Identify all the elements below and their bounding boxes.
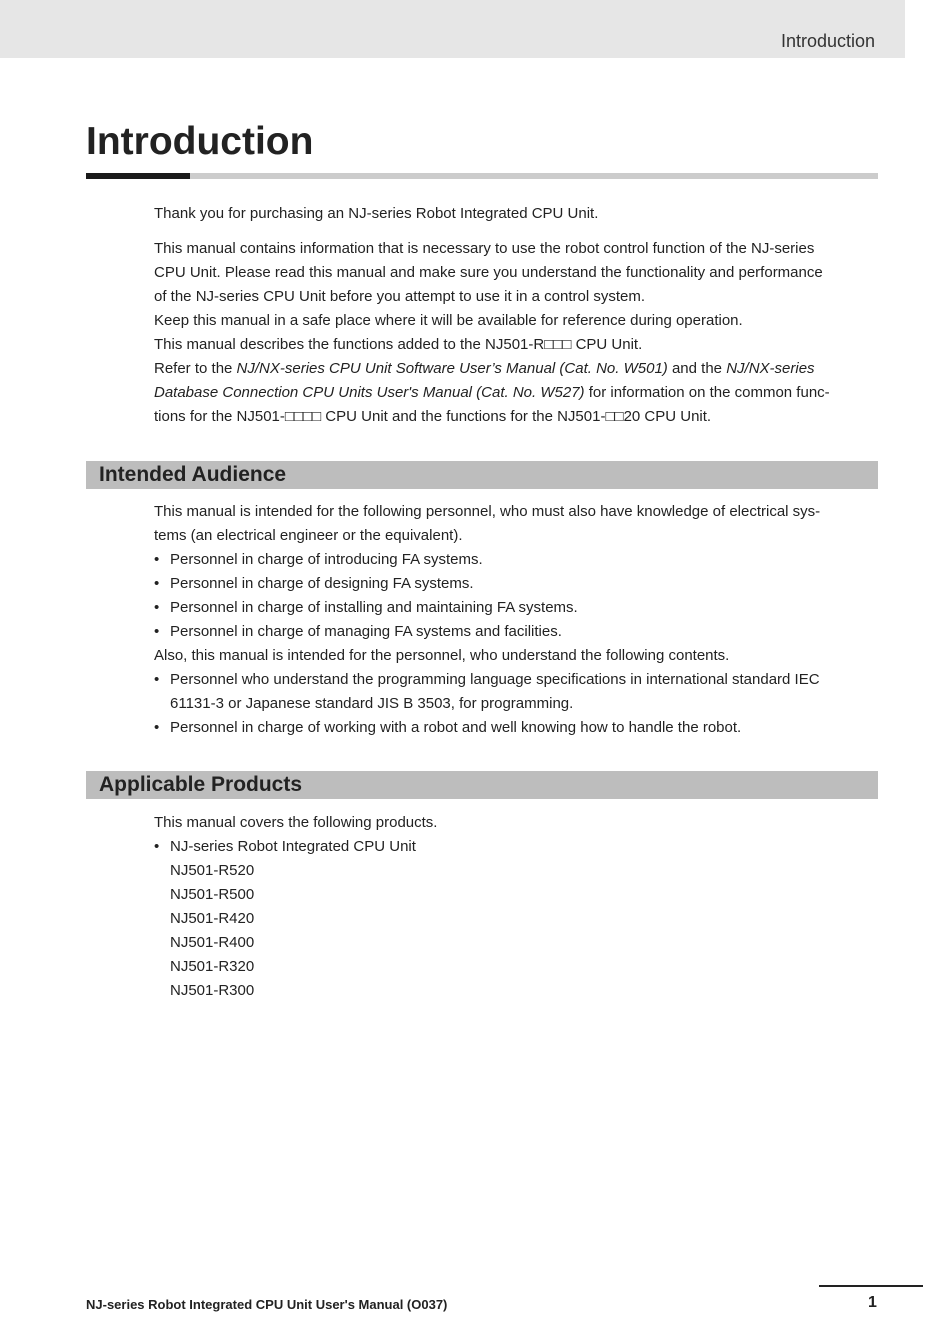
intro-line: Keep this manual in a safe place where it will be available for reference during operation. — [154, 312, 743, 329]
bullet-icon: • — [154, 719, 160, 736]
bullet-icon: • — [154, 551, 160, 568]
intro-paragraph: Thank you for purchasing an NJ-series Robot Integrated CPU Unit. — [154, 205, 599, 222]
reference-text: Refer to the — [154, 360, 237, 377]
bullet-icon: • — [154, 838, 160, 855]
reference-text: for information on the common func- — [584, 384, 830, 401]
product-model: NJ501-R320 — [170, 958, 255, 975]
reference-line — [154, 357, 874, 381]
section-heading-applicable-products: Applicable Products — [99, 773, 303, 796]
list-item: • Personnel who understand the programming language specifications in international standard IEC — [154, 668, 874, 692]
running-head: Introduction — [780, 31, 875, 51]
audience-intro-line: tems (an electrical engineer or the equivalent). — [154, 527, 463, 544]
list-item: • NJ-series Robot Integrated CPU Unit — [154, 835, 874, 859]
list-item: • Personnel in charge of managing FA systems and facilities. — [154, 620, 874, 644]
list-item: • Personnel in charge of installing and maintaining FA systems. — [154, 596, 874, 620]
title-rule-accent — [86, 173, 190, 179]
running-header-band — [0, 0, 905, 58]
product-model: NJ501-R420 — [170, 910, 255, 927]
page-number: 1 — [868, 1294, 877, 1311]
list-item: • Personnel in charge of designing FA systems. — [154, 572, 874, 596]
reference-manual-w527-part1: NJ/NX-series — [726, 360, 815, 377]
intro-line: This manual contains information that is necessary to use the robot control function of the NJ-series — [154, 240, 815, 257]
audience-also-line: Also, this manual is intended for the personnel, who understand the following contents. — [154, 647, 730, 664]
products-section — [154, 811, 874, 1003]
bullet-icon: • — [154, 599, 160, 616]
intro-line: of the NJ-series CPU Unit before you attempt to use it in a control system. — [154, 288, 646, 305]
reference-text: and the — [667, 360, 727, 377]
product-model: NJ501-R300 — [170, 982, 255, 999]
product-model: NJ501-R500 — [170, 886, 255, 903]
bullet-icon: • — [154, 623, 160, 640]
bullet-icon: • — [154, 575, 160, 592]
list-item: • Personnel in charge of introducing FA systems. — [154, 548, 874, 572]
reference-line — [154, 381, 874, 405]
audience-section — [154, 500, 874, 740]
section-heading-bar — [86, 461, 878, 489]
footer-rule — [819, 1285, 923, 1287]
product-model: NJ501-R520 — [170, 862, 255, 879]
chapter-title: Introduction — [86, 120, 314, 163]
reference-manual-w501: NJ/NX-series CPU Unit Software User’s Manual (Cat. No. W501) — [236, 360, 668, 377]
reference-manual-w527-part2: Database Connection CPU Units User's Manual (Cat. No. W527) — [154, 384, 585, 401]
title-rule — [86, 173, 878, 179]
reference-line: tions for the NJ501-□□□□ CPU Unit and the functions for the NJ501-□□20 CPU Unit. — [154, 408, 712, 425]
audience-intro-line: This manual is intended for the following personnel, who must also have knowledge of electrical sys- — [154, 503, 821, 520]
section-heading-bar — [86, 771, 878, 799]
list-item: • Personnel in charge of working with a robot and well knowing how to handle the robot. — [154, 716, 874, 740]
intro-line: CPU Unit. Please read this manual and make sure you understand the functionality and performance — [154, 264, 823, 281]
bullet-icon: • — [154, 671, 160, 688]
list-item-continuation: 61131-3 or Japanese standard JIS B 3503, for programming. — [170, 695, 574, 712]
product-model: NJ501-R400 — [170, 934, 255, 951]
footer-manual-title: NJ-series Robot Integrated CPU Unit User's Manual (O037) — [86, 1297, 448, 1312]
intro-line: This manual describes the functions added to the NJ501-R□□□ CPU Unit. — [154, 336, 643, 353]
products-intro: This manual covers the following products. — [154, 814, 438, 831]
section-heading-intended-audience: Intended Audience — [99, 463, 287, 486]
intro-section — [154, 202, 874, 429]
